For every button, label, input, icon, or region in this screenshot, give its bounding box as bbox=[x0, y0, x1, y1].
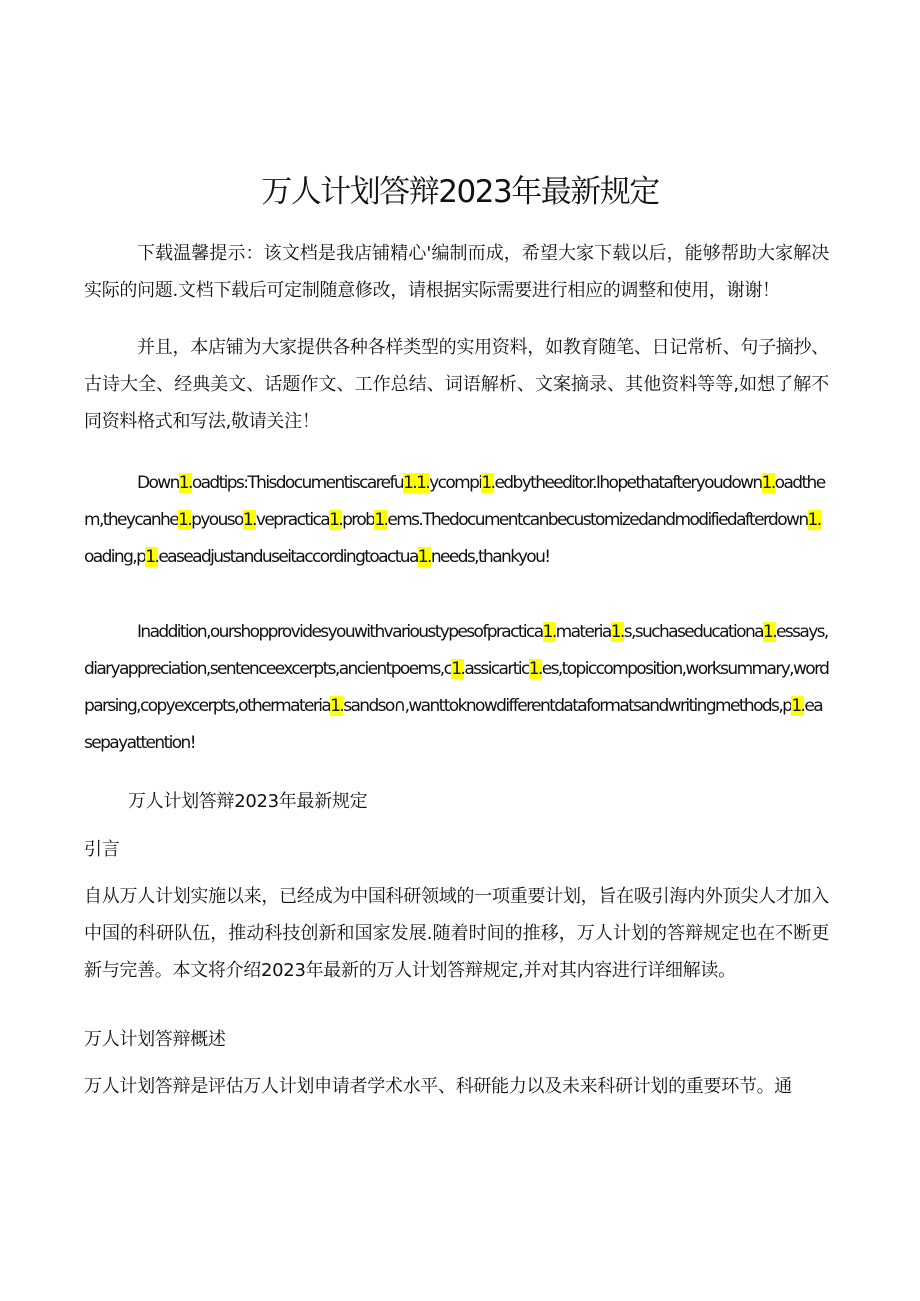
text-run: essays,diaryappreciation,sentenceexcerpts,ancientpoems,c bbox=[84, 622, 828, 679]
intro-paragraph: 自从万人计划实施以来，已经成为中国科研领域的一项重要计划，旨在吸引海内外顶尖人才加入中国的科研队伍，推动科技创新和国家发展.随着时间的推移，万人计划的答辩规定也在不断更新与完善。本文将介绍2023年最新的万人计划答辩规定,并对其内容进行详细解读。 bbox=[84, 886, 829, 981]
section-subtitle: 万人计划答辩2023年最新规定 bbox=[128, 791, 368, 812]
highlighted-text: 1. bbox=[610, 622, 624, 642]
text-run: materia bbox=[555, 622, 611, 642]
highlighted-text: 1. bbox=[762, 622, 777, 642]
text-run: Down bbox=[137, 473, 179, 493]
highlighted-text: 1. bbox=[528, 659, 542, 679]
highlighted-text: 1. bbox=[542, 622, 556, 642]
text-run: oadtips:Thisdocumentiscarefu bbox=[191, 473, 404, 493]
text-run: easeadjustanduseitaccordingtoactua bbox=[158, 547, 418, 567]
highlighted-text: 1. bbox=[791, 696, 805, 716]
highlighted-text: 1. bbox=[145, 547, 159, 567]
heading-intro: 引言 bbox=[84, 839, 120, 860]
text-run: oading,p bbox=[84, 547, 146, 567]
highlighted-text: 1. bbox=[178, 473, 192, 493]
text-run: sandso∩,wanttoknowdifferentdataformatsandwritingmethods,p bbox=[343, 696, 792, 716]
overview-paragraph: 万人计划答辩是评估万人计划申请者学术水平、科研能力以及未来科研计划的重要环节。通 bbox=[84, 1076, 792, 1097]
text-run: needs,thankyou! bbox=[430, 547, 550, 567]
text-run: ycompi bbox=[429, 473, 482, 493]
text-run: s,suchaseducationa bbox=[623, 622, 763, 642]
highlighted-text: 1. bbox=[807, 510, 821, 530]
highlighted-text: 1. bbox=[329, 510, 343, 530]
resources-tip-en bbox=[84, 614, 829, 762]
text-run: prob bbox=[342, 510, 375, 530]
text-run: vepractica bbox=[255, 510, 330, 530]
highlighted-text: 1. bbox=[330, 696, 344, 716]
text-run: oadthem,theycanhe bbox=[84, 473, 825, 530]
resources-tip-cn: 并且，本店铺为大家提供各种各样类型的实用资料，如教育随笔、日记常析、句子摘抄、古诗大全、经典美文、话题作文、工作总结、词语解析、文案摘录、其他资料等等,如想了解不同资料格式和写法,敬请关注！ bbox=[84, 337, 829, 432]
highlighted-text: 1. bbox=[761, 473, 775, 493]
highlighted-text: 1. bbox=[374, 510, 388, 530]
text-run: Inaddition,ourshopprovidesyouwithvarioustypesofpractica bbox=[137, 622, 543, 642]
text-run: pyouso bbox=[191, 510, 243, 530]
highlighted-text: 1. bbox=[242, 510, 256, 530]
text-run: easepayattention! bbox=[84, 696, 823, 753]
text-run: assicartic bbox=[464, 659, 529, 679]
text-run: edbytheeditor.Ihopethatafteryoudown bbox=[494, 473, 762, 493]
download-tip-en bbox=[84, 465, 829, 576]
text-run: ems.Thedocumentcanbecustomizedandmodifiedafterdown bbox=[387, 510, 808, 530]
text-run: es,topiccomposition,worksummary,wordparsing,copyexcerpts,othermateria bbox=[84, 659, 829, 716]
highlighted-text: 1. bbox=[178, 510, 192, 530]
highlighted-text: 1. bbox=[481, 473, 495, 493]
highlighted-text: 1. bbox=[417, 547, 431, 567]
heading-overview: 万人计划答辩概述 bbox=[84, 1029, 226, 1050]
document-title: 万人计划答辩2023年最新规定 bbox=[261, 174, 659, 210]
highlighted-text: 1. bbox=[451, 659, 465, 679]
download-tip-cn: 下载温馨提示：该文档是我店铺精心'编制而成，希望大家下载以后，能够帮助大家解决实际的问题.文档下载后可定制随意修改，请根据实际需要进行相应的调整和使用，谢谢！ bbox=[84, 243, 829, 301]
highlighted-text: 1.1. bbox=[403, 473, 430, 493]
